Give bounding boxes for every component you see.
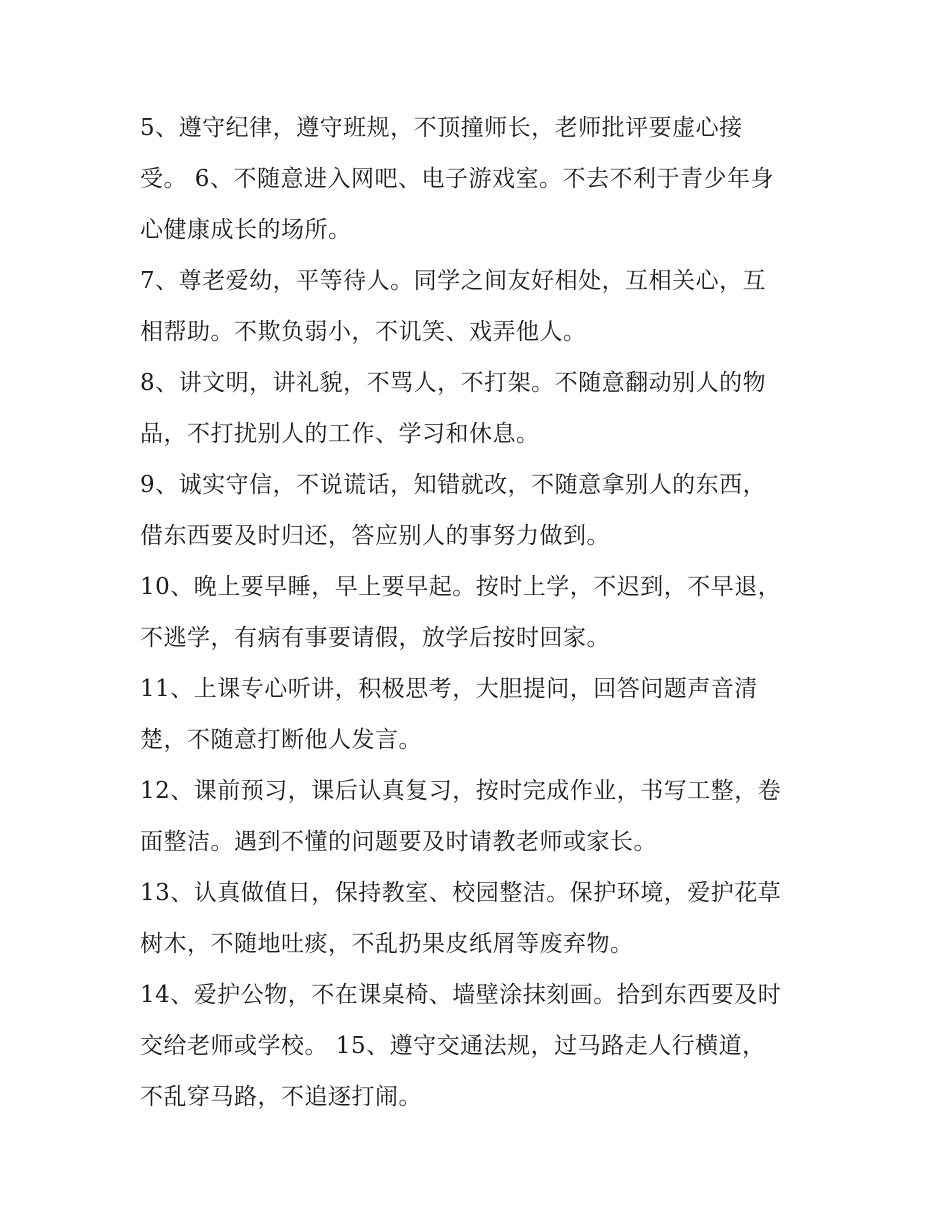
text-line: 心健康成长的场所。 (140, 217, 352, 243)
text-line: 交给老师或学校。 15、遵守交通法规，过马路走人行横道， (140, 1033, 766, 1059)
text-line: 10、晚上要早睡，早上要早起。按时上学，不迟到，不早退， (140, 574, 782, 600)
document-body (140, 103, 820, 1123)
text-line: 相帮助。不欺负弱小，不讥笑、戏弄他人。 (140, 319, 587, 345)
text-line: 11、上课专心听讲，积极思考，大胆提问，回答问题声音清 (140, 676, 758, 702)
text-line: 9、诚实守信，不说谎话，知错就改，不随意拿别人的东西， (140, 472, 767, 498)
text-line: 5、遵守纪律，遵守班规，不顶撞师长，老师批评要虚心接 (140, 115, 743, 141)
text-line: 楚，不随意打断他人发言。 (140, 727, 422, 753)
text-line: 7、尊老爱幼，平等待人。同学之间友好相处，互相关心，互 (140, 268, 767, 294)
text-line: 8、讲文明，讲礼貌，不骂人，不打架。不随意翻动别人的物 (140, 370, 767, 396)
text-line: 12、课前预习，课后认真复习，按时完成作业，书写工整，卷 (140, 778, 782, 804)
text-line: 品，不打扰别人的工作、学习和休息。 (140, 421, 540, 447)
text-line: 不乱穿马路，不追逐打闹。 (140, 1084, 422, 1110)
text-line: 不逃学，有病有事要请假，放学后按时回家。 (140, 625, 610, 651)
text-line: 借东西要及时归还，答应别人的事努力做到。 (140, 523, 610, 549)
text-line: 树木，不随地吐痰，不乱扔果皮纸屑等废弃物。 (140, 931, 634, 957)
text-line: 受。 6、不随意进入网吧、电子游戏室。不去不利于青少年身 (140, 166, 774, 192)
text-line: 13、认真做值日，保持教室、校园整洁。保护环境，爱护花草 (140, 880, 782, 906)
text-line: 14、爱护公物，不在课桌椅、墙壁涂抹刻画。拾到东西要及时 (140, 982, 782, 1008)
text-line: 面整洁。遇到不懂的问题要及时请教老师或家长。 (140, 829, 657, 855)
